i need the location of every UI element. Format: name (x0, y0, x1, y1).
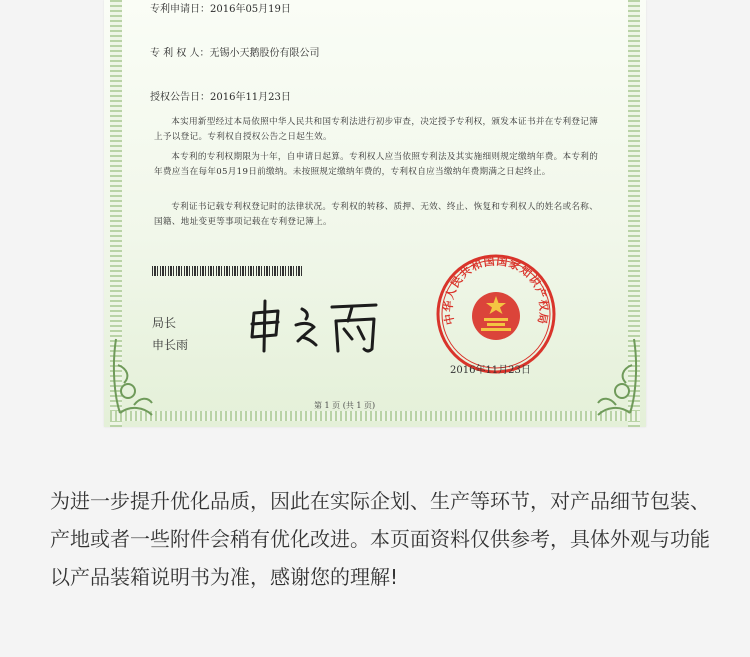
certificate-paragraph-1: 本实用新型经过本局依照中华人民共和国专利法进行初步审查，决定授予专利权，颁发本证书并在专利登记簿上予以登记。专利权自授权公告之日起生效。 (154, 117, 599, 142)
grant-date-label: 授权公告日： (150, 92, 210, 103)
patentee-row (150, 44, 320, 59)
page-number: 第 1 页 (共 1 页) (314, 401, 376, 410)
application-date-row (150, 0, 291, 15)
grant-date-row (150, 88, 291, 103)
patent-certificate (104, 0, 646, 427)
patentee-label: 专 利 权 人： (150, 48, 210, 59)
corner-ornament-right (594, 335, 640, 419)
certificate-paragraph-2: 本专利的专利权期限为十年，自申请日起算。专利权人应当依照专利法及其实施细则规定缴纳年费。本专利的年费应当在每年05月19日前缴纳。未按照规定缴纳年费的，专利权自应当缴纳年费期满之日起终止。 (154, 152, 599, 177)
application-date-label: 专利申请日： (150, 4, 210, 15)
seal-date: 2016年11月23日 (450, 365, 531, 376)
disclaimer-text: 为进一步提升优化品质，因此在实际企划、生产等环节，对产品细节包装、产地或者一些附件会稍有优化改进。本页面资料仅供参考，具体外观与功能以产品装箱说明书为准，感谢您的理解! (50, 489, 710, 589)
patentee-value: 无锡小天鹅股份有限公司 (209, 48, 320, 59)
corner-ornament-left (110, 335, 156, 419)
grant-date-value: 2016年11月23日 (210, 92, 291, 103)
certificate-border-bottom (110, 411, 640, 421)
director-name: 申长雨 (152, 338, 189, 352)
seal-text: 中华人民共和国国家知识产权局 (441, 254, 551, 326)
application-date-value: 2016年05月19日 (210, 4, 291, 15)
barcode (152, 266, 304, 276)
director-title: 局长 (152, 316, 177, 330)
certificate-paragraph-3: 专利证书记载专利权登记时的法律状况。专利权的转移、质押、无效、终止、恢复和专利权人的姓名或名称、国籍、地址变更等事项记载在专利登记簿上。 (154, 202, 599, 227)
official-seal (434, 252, 558, 376)
handwritten-signature (244, 295, 384, 355)
